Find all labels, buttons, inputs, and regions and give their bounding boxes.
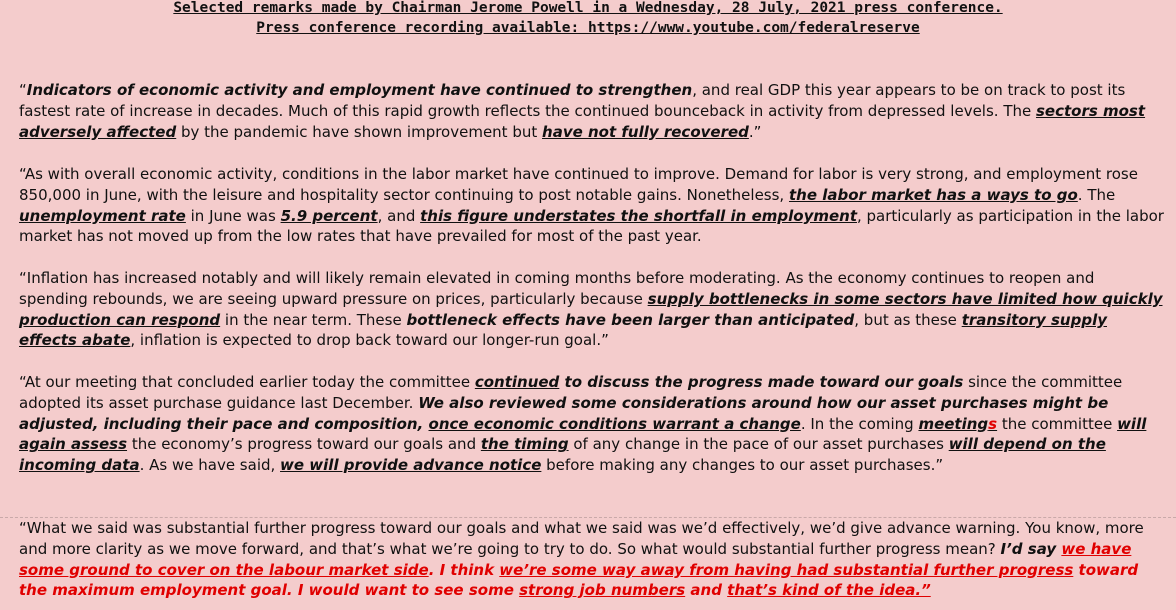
text-span: “ xyxy=(19,81,27,99)
emphasis-text: We also reviewed some considerations around how our asset purchases might be adjusted, including their pace and composition, xyxy=(19,393,1109,433)
text-span: the committee xyxy=(997,414,1118,433)
text-span: “What we said was substantial further progress toward our goals and what we said was we’d effectively, we’d give advance warning. You know, more and more clarity as we move forward, and that’s what we’re going to try to do. So what would substantial further progress mean? xyxy=(19,519,1144,558)
emphasis-underlined-text: the timing xyxy=(480,435,569,454)
red-emphasis-underlined-text: strong job numbers xyxy=(519,581,686,600)
text-span: . The xyxy=(1077,185,1116,204)
emphasis-underlined-text: the labor market has a ways to go xyxy=(788,185,1078,204)
quote-paragraph-labor-market xyxy=(19,164,1164,247)
red-emphasis-underlined-text: we have some ground to cover on the labour market side xyxy=(19,539,1132,579)
red-emphasis-underlined-text: we’re some way away from having had substantial further progress xyxy=(499,560,1074,579)
red-letter: s xyxy=(988,414,998,433)
emphasis-underlined-text: sectors most adversely affected xyxy=(19,101,1146,141)
text-span: before making any changes to our asset purchases.” xyxy=(541,456,944,475)
text-span: in the near term. These xyxy=(220,310,407,329)
text-span: “At our meeting that concluded earlier today the committee xyxy=(19,373,475,391)
emphasis-underlined-text: will depend on the incoming data xyxy=(19,435,1106,475)
text-span: of any change in the pace of our asset purchases xyxy=(568,435,949,454)
header-recording-link[interactable]: Press conference recording available: https://www.youtube.com/federalreserve xyxy=(256,20,920,36)
emphasis-underlined-text: unemployment rate xyxy=(19,206,186,225)
quote-paragraph-asset-purchases xyxy=(19,372,1164,476)
text-span: “As with overall economic activity, conditions in the labor market have continued to improve. Demand for labor is very strong, and employment rose 850,000 in June, with the leisure and hospitality sector continuing to post notable gains. Nonetheless, xyxy=(19,165,1138,204)
text-span: . As we have said, xyxy=(139,456,281,475)
emphasis-text: I’d say xyxy=(1000,539,1062,558)
red-emphasis-text: and xyxy=(685,581,728,600)
emphasis-text: to discuss the progress made toward our goals xyxy=(559,373,964,391)
text-span: “Inflation has increased notably and will likely remain elevated in coming months before moderating. As the economy continues to reopen and spending rebounds, we are seeing upward pressure on prices, particularly because xyxy=(19,269,1095,308)
emphasis-text: bottleneck effects have been larger than anticipated xyxy=(406,310,855,329)
emphasis-underlined-text: have not fully recovered xyxy=(542,122,749,141)
text-span: meeting xyxy=(918,414,989,433)
header-title: Selected remarks made by Chairman Jerome Powell in a Wednesday, 28 July, 2021 press conference. xyxy=(173,0,1003,16)
emphasis-underlined-text: 5.9 percent xyxy=(280,206,378,225)
text-span: . In the coming xyxy=(800,414,919,433)
emphasis-underlined-text: supply bottlenecks in some sectors have limited how quickly production can respond xyxy=(19,289,1163,329)
emphasis-underlined-text: will again assess xyxy=(19,414,1147,454)
text-span: , but as these xyxy=(854,310,962,329)
text-span: .” xyxy=(748,122,762,141)
text-span: since the committee adopted its asset purchase guidance last December. xyxy=(19,373,1123,412)
text-span: the economy’s progress toward our goals and xyxy=(127,435,481,454)
emphasis-underlined-text: transitory supply effects abate xyxy=(19,310,1107,350)
emphasis-underlined-text: continued xyxy=(474,373,560,391)
emphasis-underlined-text: this figure understates the shortfall in employment xyxy=(420,206,857,225)
text-span: by the pandemic have shown improvement but xyxy=(176,122,543,141)
text-span: , inflation is expected to drop back toward our longer-run goal.” xyxy=(130,331,609,350)
text-span: in June was xyxy=(185,206,281,225)
emphasis-underlined-text: once economic conditions warrant a change xyxy=(428,414,801,433)
quote-paragraph-economic-activity xyxy=(19,80,1164,142)
red-emphasis-text: . I think xyxy=(428,560,500,579)
text-span: , and xyxy=(377,206,421,225)
quote-paragraph-inflation xyxy=(19,268,1164,351)
text-span: , particularly as participation in the labor market has not moved up from the low rates that have prevailed for most of the past year. xyxy=(19,206,1164,246)
red-emphasis-text: toward the maximum employment goal. I would want to see some xyxy=(19,560,1139,600)
emphasis-text: Indicators of economic activity and employment have continued to strengthen xyxy=(26,81,693,99)
document-header xyxy=(0,0,1176,38)
text-span: , and real GDP this year appears to be on track to post its fastest rate of increase in decades. Much of this rapid growth reflects the continued bounceback in activity from depressed levels. The xyxy=(19,81,1126,120)
emphasis-underlined-text xyxy=(918,415,997,433)
quote-paragraph-substantial-progress xyxy=(19,518,1164,601)
red-emphasis-underlined-text: that’s kind of the idea.” xyxy=(727,581,931,600)
emphasis-underlined-text: we will provide advance notice xyxy=(280,456,542,475)
